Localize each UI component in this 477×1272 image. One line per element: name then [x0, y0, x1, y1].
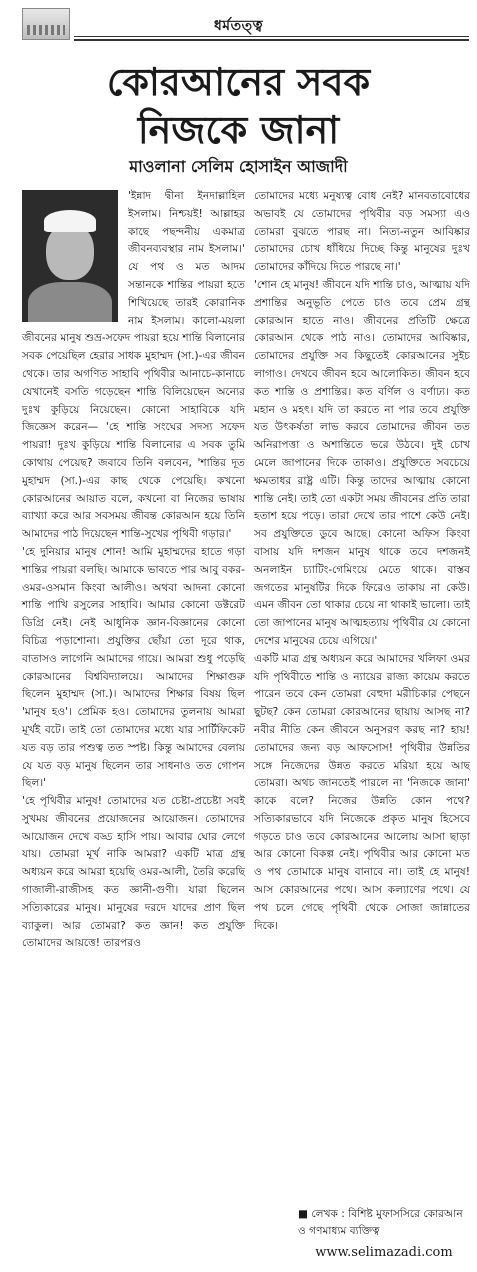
headline-line-2: নিজকে জানা [137, 108, 340, 152]
header-rule-thick [74, 39, 469, 41]
paragraph: তোমাদের মধ্যে মনুষ্যত্ব বোধ নেই? মানবতাবোধের অভাবই যে তোমাদের পৃথিবীর বড় সমস্যা এও তোমরা বুঝতে পারছ না। নিত্য-নতুন আবিষ্কার তোমাদের চোখ ধাঁধিয়ে দিচ্ছে কিন্তু মানুষের দুঃখ তোমাদের কাঁদিয়ে দিতে পারছে না।' [254, 190, 470, 274]
paragraph: 'ইন্নাদ দ্বীনা ইনদাল্লাহিল ইসলাম। নিশ্চয়ই! আল্লাহর কাছে পছন্দনীয় একমাত্র জীবনব্যবস্থার নাম ইসলাম।' যে পথ ও মত আদম সন্তানকে শান্তির পায়রা হতে শিখিয়েছে তারই কোরানিক নাম ইসলাম। কালো-ময়লা জীবনের মানুষ শুভ্র-সফেদ পায়রা হয়ে শান্তি বিলানোর সবক পেয়েছিল হেরার সাধক মুহাম্মদ (সা.)-এর জীবন থেকে। তার অগণিত সাহাবি পৃথিবীর আনাচে-কানাচে যেখানেই বসতি গড়েছেন শান্তি বিলিয়েছেন অন্যের দুঃখ কুড়িয়ে নিয়েছেন। কোনো সাহাবিকে যদি জিজ্ঞেস করেন— 'হে শান্তি সংঘের সদস্য সফেদ পায়রা! দুঃখ কুড়িয়ে শান্তি বিলানোর এ সবক তুমি কোথায় পেয়েছ? জবাবে তিনি বলবেন, 'শান্তির দূত মুহাম্মদ (সা.)-এর কাছ থেকে পেয়েছি। কখনো কোরআনের আয়াত বলে, কখনো বা নিজের ভাষায় ব্যাখ্যা করে আর সবসময় জীবন্ত কোরআন হয়ে তিনি আমাদের পাঠ দিয়েছেন শান্তি-সুখের পৃথিবী গড়ার।' [22, 190, 245, 541]
author-website: www.selimazadi.com [315, 1245, 453, 1260]
article-column-1 [22, 188, 245, 953]
author-photo [22, 190, 118, 322]
paragraph: 'হে দুনিয়ার মানুষ শোন! আমি মুহাম্মদের হাতে গড়া শান্তির পায়রা বলছি। আমাকে ভাবতে পার আবু বকর-ওমর-ওসমান কিংবা আলীও। অথবা আদনা কোনো শান্তি পাখি রসুলের সাহাবি। আমার কোনো ডক্টরেট ডিগ্রি নেই। নেই আধুনিক জ্ঞান-বিজ্ঞানের কোনো বিচিত্র পড়াশোনা। প্রযুক্তির ছোঁয়া তো দূরে থাক, বাতাসও লাগেনি আমাদের গায়ে। আমরা শুধু পড়েছি কোরআনের বিশ্ববিদ্যালয়ে। আমাদের শিক্ষাগুরু ছিলেন মুহাম্মদ (সা.)। আমাদের শিক্ষার বিষয় ছিল 'মানুষ হও'। প্রেমিক হও। তোমাদের তুলনায় আমরা মূর্খই বটে। তাই তো তোমাদের মধ্যে যার সার্টিফিকেট যত বড় তার পশুত্ব তত স্পষ্ট। কিন্তু আমাদের বেলায় যে যত বড় মানুষ ছিলেন তার সাধনাও তত গোপন ছিল।' [22, 545, 245, 790]
header-rule [74, 36, 469, 37]
section-title: ধর্মতত্ত্ব [213, 18, 264, 34]
article-column-2 [254, 188, 470, 935]
author-note: ■ লেখক : বিশিষ্ট মুফাসসিরে কোরআন ও গণমাধ্যম ব্যক্তিত্ব [298, 1208, 463, 1237]
headline-line-1: কোরআনের সবক [106, 60, 371, 104]
paragraph: 'শোন হে মানুষ! জীবনে যদি শান্তি চাও, আত্মায় যদি প্রশান্তির অনুভূতি পেতে চাও তবে প্রেম গ্রন্থ কোরআন হাতে নাও। জীবনের প্রতিটি ক্ষেত্রে কোরআন থেকে পাঠ নাও। তোমাদের আবিষ্কার, তোমাদের প্রযুক্তি সব কিছুতেই কোরআনের সুইচ লাগাও। দেখবে জীবন হবে আলোকিত। জীবন হবে কত শান্তি ও প্রশান্তির। কত বর্ণিল ও বর্ণাঢ্য। কত মহান ও মহৎ। যদি তা করতে না পার তবে প্রযুক্তি যত উৎকর্ষতা লাভ করবে তোমাদের জীবন তত অনিরাপত্তা ও অশান্তিতে ভরে উঠবে। দুই চোখ মেলে জাপানের দিকে তাকাও। প্রযুক্তিতে সবচেয়ে ক্ষমতাধর রাষ্ট্র এটি। কিন্তু তাদের আত্মায় কোনো শান্তি নেই। তাই তো একটা সময় জীবনের প্রতি তারা হতাশ হয়ে পড়ে। তারা দেখে তার পাশে কেউ নেই। সব প্রযুক্তিতে ডুবে আছে। কোনো অফিস কিংবা বাসায় যদি দশজন মানুষ থাকে তবে দশজনই অনলাইন চ্যাটিং-গেমিংয়ে মেতে থাকে। বাস্তব জগতের মানুষটির দিকে ফিরেও তাকায় না কেউ। এমন জীবন তো থাকার চেয়ে না থাকাই ভালো। তাই তো জাপানের মানুষ আত্মহত্যায় পৃথিবীর যে কোনো দেশের মানুষের চেয়ে এগিয়ে।' [254, 278, 470, 647]
author-byline: মাওলানা সেলিম হোসাইন আজাদী [129, 157, 348, 176]
paragraph: একটি মাত্র গ্রন্থ অধ্যয়ন করে আমাদের খলিফা ওমর যদি পৃথিবীতে শান্তি ও ন্যায়ের রাজ্য কায়েম করতে পারেন তবে কেন তোমরা বেহুদা মরীচিকার পেছনে ছুটছ? কেন তোমরা কোরআনের ছায়ায় আসছ না? নবীর নীতি কেন জীবনে অনুসরণ করছ না? হায়! তোমাদের জন্য বড় আফসোস! পৃথিবীর উন্নতির সঙ্গে নিজেদের উন্নত করতে মরিয়া হয়ে আছ তোমরা। অথচ জানতেই পারলে না 'নিজকে জানা' কাকে বলে? নিজের উন্নতি কোন পথে? সত্যিকারভাবে যদি নিজেকে প্রকৃত মানুষ হিসেবে গড়তে চাও তবে কোরআনের আলোয় আসা ছাড়া আর কোনো বিকল্প নেই। পৃথিবীর আর কোনো মত ও পথ তোমাকে মানুষ বানাবে না। তাই হে মানুষ! আস কোরআনের পথে। আস কল্যাণের পথে। যে পথ চলে গেছে পৃথিবী থেকে সোজা জান্নাতের দিকে। [254, 652, 470, 932]
paragraph: 'হে পৃথিবীর মানুষ! তোমাদের যত চেষ্টা-প্রচেষ্টা সবই সুখময় জীবনের প্রয়োজনের আয়োজন। তোমাদের আয়োজন দেখে বড্ড হাসি পায়। আবার ঘোর লেগে যায়। তোমরা মূর্খ নাকি আমরা? একটি মাত্র গ্রন্থ অধ্যয়ন করে আমরা হয়েছি ওমর-আলী, তৈরি করেছি গাজালী-রাজীসহ কত জ্ঞানী-গুণী। যারা ছিলেন সত্যিকারের মানুষ। মানুষের দরদে যাদের প্রাণ ছিল ব্যাকুল। আর তোমরা? কত জ্ঞান! কত প্রযুক্তি তোমাদের আয়ত্তে! তারপরও [22, 795, 245, 950]
article-headline [0, 58, 477, 154]
